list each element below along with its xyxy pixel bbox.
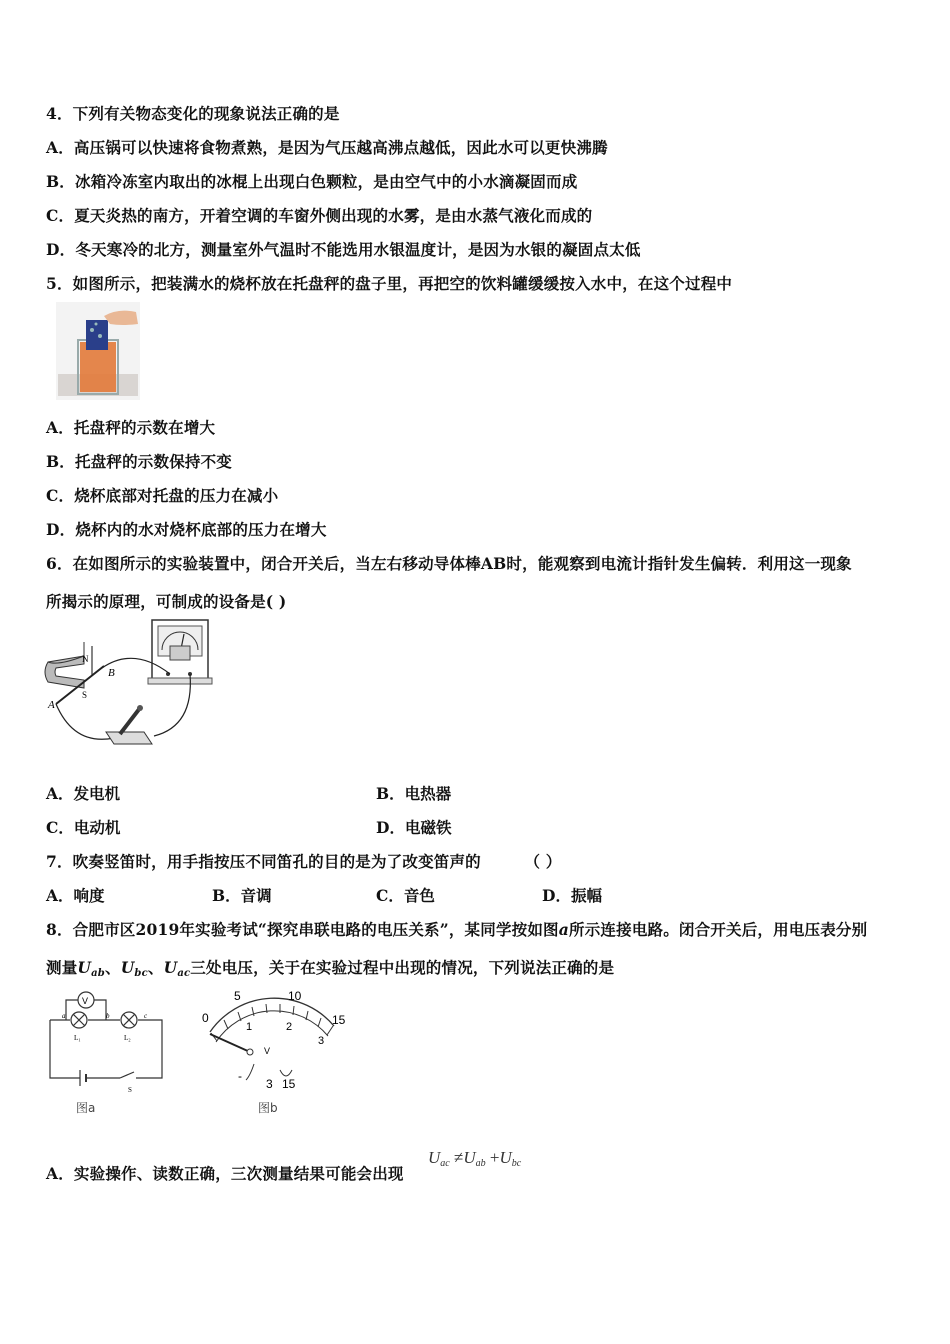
q8-sub-ac: ac [177,968,191,979]
q8-fig-b-tick-3: 3 [318,1035,325,1047]
q8-formula-plus: + [489,1148,500,1167]
q8-fig-b-tick-15: 15 [332,1013,346,1027]
q4-stem: 4．下列有关物态变化的现象说法正确的是 [46,104,340,123]
q6-stem-line1: 6．在如图所示的实验装置中，闭合开关后，当左右移动导体棒AB时，能观察到电流计指针发生偏转．利用这一现象 [46,554,852,573]
q8-sub-ab: ab [91,968,105,979]
q8-formula-u1-sub: ab [475,1158,486,1169]
q7-option-a: A．响度 [46,886,105,905]
q8-fig-b-tick-2: 2 [286,1021,293,1033]
q8-fig-b-minus: - [238,1069,242,1083]
q8-option-a: A．实验操作、读数正确，三次测量结果可能会出现 [46,1164,404,1183]
q8-formula-lhs-sub: ac [440,1158,450,1169]
q6-induction-figure [44,616,214,750]
q8-stem-line2 [46,956,614,979]
q7-option-c: C．音色 [376,886,435,905]
q8-fig-b-tick-0: 0 [202,1011,209,1025]
q6-option-b: B．电热器 [376,784,452,803]
q8-fig-b-t3: 3 [266,1077,273,1091]
q8-stem2-pre: 测量 [46,958,78,977]
q8-u-bc: U [120,958,135,977]
q5-option-d: D．烧杯内的水对烧杯底部的压力在增大 [46,520,327,539]
q8-sep-1: 、 [105,958,121,977]
q4-option-c: C．夏天炎热的南方，开着空调的车窗外侧出现的水雾，是由水蒸气液化而成的 [46,206,593,225]
q8-stem-line1 [46,918,867,940]
q8-stem1-var: a [558,920,570,939]
q6-label-a: A [48,699,55,711]
q8-fig-b-t15: 15 [282,1077,296,1091]
q8-u-ab: U [77,958,92,977]
q8-stem1-tail: 所示连接电路。闭合开关后，用电压表分别 [569,920,868,939]
q7-option-d: D．振幅 [542,886,602,905]
q7-stem-text: 7．吹奏竖笛时，用手指按压不同笛孔的目的是为了改变笛声的 [46,852,481,871]
q8-figure-b [194,986,354,1118]
q8-fig-a-caption: 图a [76,1101,96,1115]
q7-paren: （ ） [524,852,562,871]
q5-stem: 5．如图所示，把装满水的烧杯放在托盘秤的盘子里，再把空的饮料罐缓缓按入水中，在这个过程中 [46,274,733,293]
q8-formula-u1: U [463,1148,476,1167]
q6-option-a: A．发电机 [46,784,121,803]
q8-fig-b-tick-5: 5 [234,989,241,1003]
q5-option-c: C．烧杯底部对托盘的压力在减小 [46,486,279,505]
q7-stem [46,850,562,872]
q5-beaker-figure [56,302,140,400]
q8-fig-a-l1: L₁ [74,1034,81,1042]
q8-fig-a-switch: S [128,1086,132,1094]
q8-sub-bc: bc [134,968,148,979]
q8-stem2-tail: 三处电压，关于在实验过程中出现的情况，下列说法正确的是 [190,958,615,977]
q6-option-d: D．电磁铁 [376,818,452,837]
q8-fig-b-v: V [264,1046,271,1056]
q4-option-b: B．冰箱冷冻室内取出的冰棍上出现白色颗粒，是由空气中的小水滴凝固而成 [46,172,578,191]
q4-option-a: A．高压锅可以快速将食物煮熟，是因为气压越高沸点越低，因此水可以更快沸腾 [46,138,608,157]
q8-fig-b-caption: 图b [258,1101,278,1115]
q6-stem-line2: 所揭示的原理，可制成的设备是( ) [46,592,287,611]
q8-formula-neq: ≠ [453,1148,464,1167]
q6-label-b: B [108,667,115,679]
q8-formula-lhs: U [428,1148,441,1167]
q8-fig-a-point-c: c [144,1012,148,1020]
q8-fig-a-point-a: a [62,1012,66,1020]
q8-fig-a-point-b: b [106,1012,110,1020]
q8-formula-u2: U [499,1148,512,1167]
q8-formula [428,1148,521,1169]
q8-formula-u2-sub: bc [511,1158,522,1169]
q8-fig-b-tick-10: 10 [288,989,302,1003]
q5-option-b: B．托盘秤的示数保持不变 [46,452,233,471]
q5-option-a: A．托盘秤的示数在增大 [46,418,216,437]
q8-fig-b-tick-1: 1 [246,1021,253,1033]
q7-option-b: B．音调 [212,886,272,905]
q6-label-s: S [82,690,88,700]
q8-figure-a [44,988,174,1118]
q6-label-n: N [82,654,89,664]
q8-stem1-text: 8．合肥市区2019年实验考试“探究串联电路的电压关系”，某同学按如图 [46,920,559,939]
q4-option-d: D．冬天寒冷的北方，测量室外气温时不能选用水银温度计，是因为水银的凝固点太低 [46,240,641,259]
q8-fig-a-l2: L₂ [124,1034,131,1042]
q8-fig-a-voltmeter: V [82,996,89,1006]
q6-option-c: C．电动机 [46,818,121,837]
q8-u-ac: U [163,958,178,977]
q8-sep-2: 、 [147,958,164,977]
